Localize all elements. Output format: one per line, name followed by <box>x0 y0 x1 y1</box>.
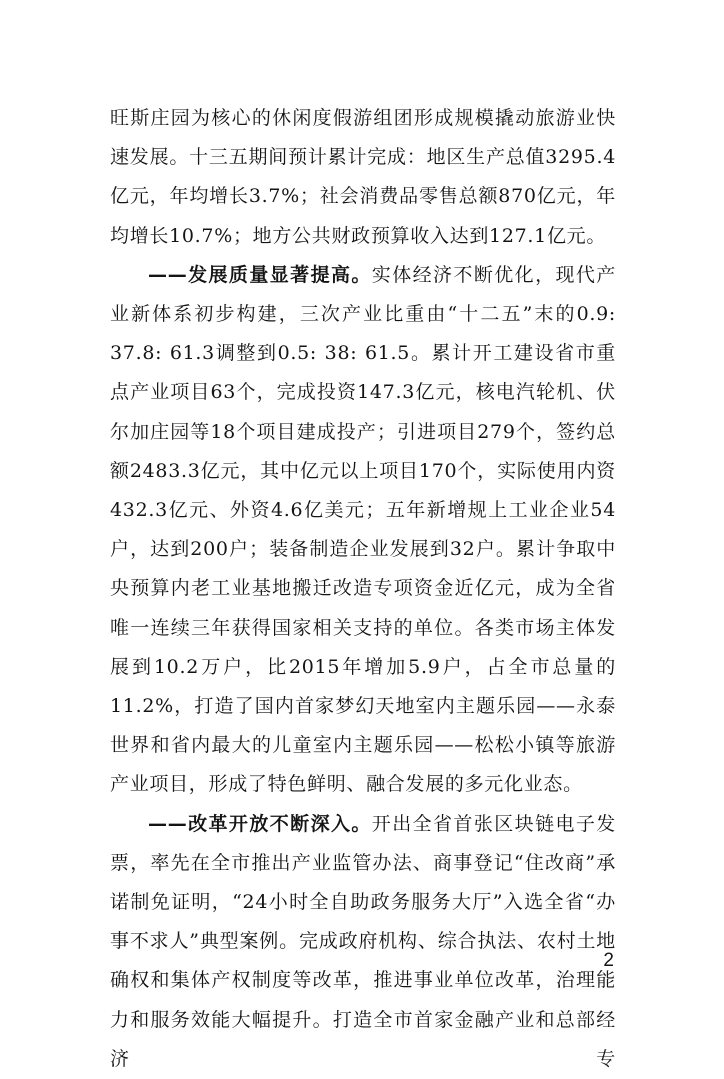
paragraph-lead: ——发展质量显著提高。 <box>148 263 372 286</box>
paragraph-text: 旺斯庄园为核心的休闲度假游组团形成规模撬动旅游业快速发展。十三五期间预计累计完成：地区生产总值3295.4亿元，年均增长3.7%；社会消费品零售总额870亿元，年均增长10.7%；地方公共财政预算收入达到127.1亿元。 <box>110 107 616 247</box>
paragraph-text: 实体经济不断优化，现代产业新体系初步构建，三次产业比重由“十二五”末的0.9: 37.8: 61.3调整到0.5: 38: 61.5。累计开工建设省市重点产业项目63个，完成投资147.3亿元，核电汽轮机、伏尔加庄园等18个项目建成投产；引进项目279个，签约总额2483.3亿元，其中亿元以上项目170个，实际使用内资432.3亿元、外资4.6亿美元；五年新增规上工业企业54户，达到200户；装备制造企业发展到32户。累计争取中央预算内老工业基地搬迁改造专项资金近亿元，成为全省唯一连续三年获得国家相关支持的单位。各类市场主体发展到10.2万户，比2015年增加5.9户，占全市总量的11.2%，打造了国内首家梦幻天地室内主题乐园——永泰世界和省内最大的儿童室内主题乐园——松松小镇等旅游产业项目，形成了特色鲜明、融合发展的多元化业态。 <box>110 263 616 796</box>
paragraph-lead: ——改革开放不断深入。 <box>148 812 372 835</box>
paragraph-intro <box>110 99 616 256</box>
paragraph-development-quality <box>110 256 616 805</box>
body-text <box>110 99 616 1079</box>
page-number: 2 <box>603 950 614 971</box>
paragraph-reform-opening <box>110 805 616 1079</box>
paragraph-text: 开出全省首张区块链电子发票，率先在全市推出产业监管办法、商事登记“住改商”承诺制免证明，“24小时全自助政务服务大厅”入选全省“办事不求人”典型案例。完成政府机构、综合执法、农村土地确权和集体产权制度等改革，推进事业单位改革，治理能力和服务效能大幅提升。打造全市首家金融产业和总部经济专 <box>110 812 616 1070</box>
